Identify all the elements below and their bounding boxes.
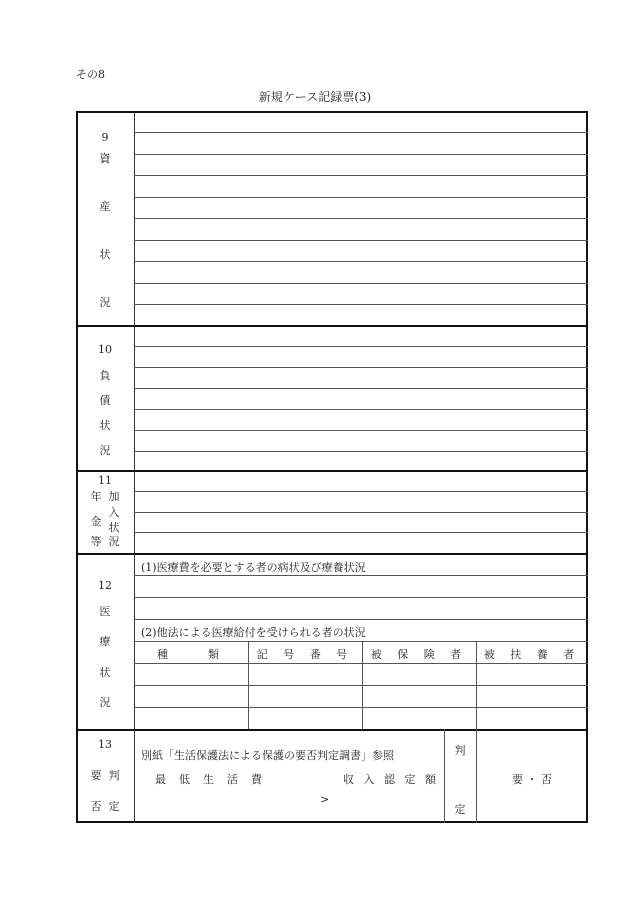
judgment-label-bottom: 定: [454, 803, 466, 816]
column-divider: [248, 641, 249, 729]
col-header-dependent: 被 扶 養 者: [483, 648, 581, 661]
medical-subsection-2-title: (2)他法による医療給付を受けられる者の状況: [141, 626, 366, 639]
section-13-number: 13: [98, 738, 112, 751]
medical-row-line: [134, 575, 588, 576]
section-divider: [76, 553, 588, 555]
medical-row-line: [134, 707, 588, 708]
section-9-label-char: 産: [99, 200, 111, 213]
col-header-insured: 被 保 険 者: [370, 648, 468, 661]
debt-row-line: [134, 388, 588, 389]
section-11-label-char: 入: [108, 506, 120, 519]
income-recognition-label: 収 入 認 定 額: [343, 773, 439, 786]
section-13-label-char: 判: [108, 769, 120, 782]
section-divider: [76, 325, 588, 327]
asset-row-line: [134, 218, 588, 219]
section-12-label-char: 状: [99, 666, 111, 679]
section-11-label-char: 状: [108, 521, 120, 534]
debt-row-line: [134, 430, 588, 431]
section-12-label-char: 療: [99, 635, 111, 648]
asset-row-line: [134, 240, 588, 241]
medical-row-line: [134, 597, 588, 598]
medical-row-line: [134, 663, 588, 664]
section-11-number: 11: [98, 474, 112, 487]
section-9-label-char: 況: [99, 296, 111, 309]
document-title: 新規ケース記録票(3): [258, 90, 372, 104]
asset-row-line: [134, 197, 588, 198]
debt-row-line: [134, 367, 588, 368]
asset-row-line: [134, 175, 588, 176]
section-10-label-char: 債: [99, 394, 111, 407]
section-13-label-char: 要: [90, 769, 102, 782]
section-12-number: 12: [98, 579, 112, 592]
asset-row-line: [134, 283, 588, 284]
asset-row-line: [134, 132, 588, 133]
section-9-number: 9: [101, 131, 109, 144]
column-divider: [362, 641, 363, 729]
asset-row-line: [134, 261, 588, 262]
section-divider: [76, 470, 588, 472]
asset-row-line: [134, 154, 588, 155]
section-9-label-char: 資: [99, 152, 111, 165]
col-header-type: 種 類: [157, 648, 225, 661]
minimum-living-cost-label: 最 低 生 活 費: [155, 773, 263, 786]
medical-row-line: [134, 641, 588, 642]
section-10-label-char: 負: [99, 369, 111, 382]
column-divider: [476, 641, 477, 729]
section-11-label-char: 加: [108, 490, 120, 503]
section-10-number: 10: [98, 343, 112, 356]
section-13-label-char: 否: [90, 800, 102, 813]
judgment-reference-note: 別紙「生活保護法による保護の要否判定調書」参照: [141, 749, 394, 762]
section-12-label-char: 況: [99, 696, 111, 709]
section-13-label-char: 定: [108, 800, 120, 813]
pension-row-line: [134, 491, 588, 492]
pension-row-line: [134, 532, 588, 533]
judgment-label-top: 判: [454, 744, 466, 757]
medical-subsection-1-title: (1)医療費を必要とする者の病状及び療養状況: [141, 561, 366, 574]
col-header-symbol-number: 記 号 番 号: [256, 648, 354, 661]
section-11-label-char: 等: [90, 535, 102, 548]
section-10-label-char: 況: [99, 444, 111, 457]
medical-row-line: [134, 685, 588, 686]
section-12-label-char: 医: [99, 605, 111, 618]
section-9-label-char: 状: [99, 248, 111, 261]
section-11-label-char: 年: [90, 490, 102, 503]
section-10-label-char: 状: [99, 419, 111, 432]
section-11-label-char: 金: [90, 515, 102, 528]
debt-row-line: [134, 451, 588, 452]
debt-row-line: [134, 409, 588, 410]
medical-row-line: [134, 619, 588, 620]
section-divider: [76, 729, 588, 731]
page-number: その8: [76, 68, 105, 81]
debt-row-line: [134, 346, 588, 347]
pension-row-line: [134, 512, 588, 513]
asset-row-line: [134, 304, 588, 305]
comparison-symbol: >: [320, 793, 330, 806]
section-11-label-char: 況: [108, 535, 120, 548]
judgment-result-options: 要 ・ 否: [512, 773, 552, 786]
